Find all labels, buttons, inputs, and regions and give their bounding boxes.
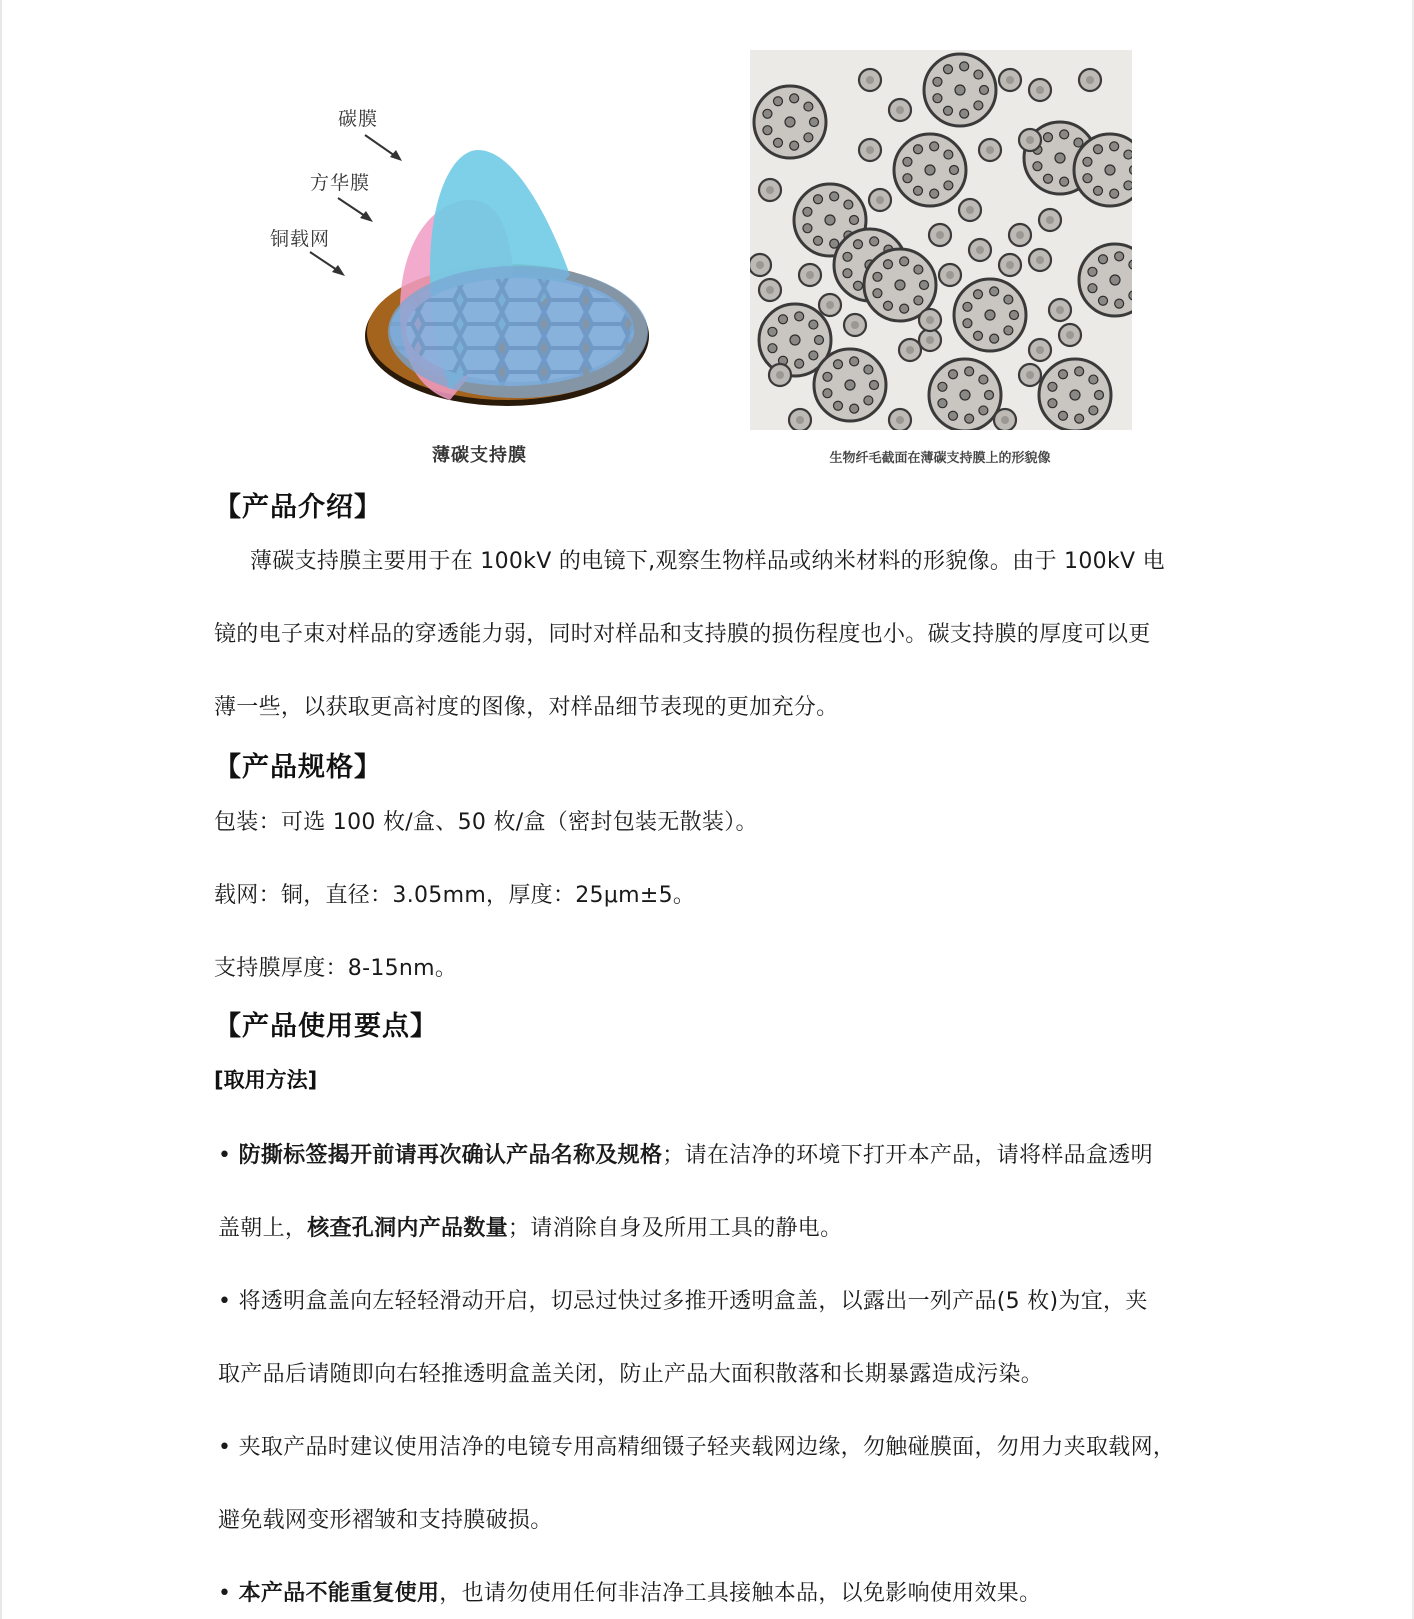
microtubule-doublet bbox=[763, 126, 772, 135]
microtubule-doublet bbox=[803, 224, 812, 233]
microtubule-doublet bbox=[1115, 299, 1124, 308]
usage-heading: 【产品使用要点】 bbox=[214, 1011, 438, 1042]
central-pair bbox=[985, 310, 995, 320]
usage-item-3-text: 夹取产品时建议使用洁净的电镜专用高精细镊子轻夹载网边缘，勿触碰膜面，勿用力夹取载网， bbox=[238, 1435, 1176, 1460]
small-fiber-core bbox=[926, 336, 934, 344]
usage-item-1-line-2 bbox=[218, 1211, 842, 1242]
arrow-formvar-film bbox=[338, 198, 373, 222]
usage-item-4 bbox=[218, 1576, 1041, 1607]
small-fiber-core bbox=[756, 261, 764, 269]
small-fiber-core bbox=[986, 146, 994, 154]
small-fiber-core bbox=[896, 416, 904, 424]
microtubule-doublet bbox=[809, 351, 818, 360]
microtubule-doublet bbox=[873, 289, 882, 298]
small-fiber-core bbox=[1036, 346, 1044, 354]
cilia-micrograph bbox=[750, 50, 1132, 430]
small-fiber-core bbox=[936, 231, 944, 239]
usage-item-2-line-2: 取产品后请随即向右轻推透明盒盖关闭，防止产品大面积散落和长期暴露造成污染。 bbox=[218, 1362, 1044, 1387]
microtubule-doublet bbox=[974, 101, 983, 110]
cilium-cross-section bbox=[1074, 134, 1132, 206]
usage-item-1-line2-bold: 核查孔洞内产品数量 bbox=[307, 1216, 508, 1241]
microtubule-doublet bbox=[1124, 150, 1132, 159]
microtubule-doublet bbox=[884, 260, 893, 269]
usage-item-4-text: ，也请勿使用任何非洁净工具接触本品，以免影响使用效果。 bbox=[439, 1581, 1042, 1606]
microtubule-doublet bbox=[864, 365, 873, 374]
arrow-carbon-film bbox=[365, 135, 402, 161]
small-fiber-core bbox=[966, 206, 974, 214]
central-pair bbox=[960, 390, 970, 400]
central-pair bbox=[955, 85, 965, 95]
microtubule-doublet bbox=[1004, 326, 1013, 335]
microtubule-doublet bbox=[979, 406, 988, 415]
microtubule-doublet bbox=[900, 304, 909, 313]
microtubule-doublet bbox=[1099, 296, 1108, 305]
central-pair bbox=[785, 117, 795, 127]
usage-item-3-line-2: 避免载网变形褶皱和支持膜破损。 bbox=[218, 1508, 553, 1533]
microtubule-doublet bbox=[1095, 391, 1104, 400]
micrograph-image bbox=[750, 50, 1132, 430]
microtubule-doublet bbox=[1033, 162, 1042, 171]
microtubule-doublet bbox=[974, 70, 983, 79]
small-fiber-core bbox=[826, 301, 834, 309]
microtubule-doublet bbox=[944, 181, 953, 190]
small-fiber-core bbox=[776, 371, 784, 379]
microtubule-doublet bbox=[1059, 411, 1068, 420]
label-copper-grid: 铜载网 bbox=[270, 228, 331, 250]
microtubule-doublet bbox=[1048, 382, 1057, 391]
intro-line-1: 薄碳支持膜主要用于在 100kV 的电镜下,观察生物样品或纳米材料的形貌像。由于 100kV 电 bbox=[250, 549, 1165, 574]
central-pair bbox=[845, 380, 855, 390]
microtubule-doublet bbox=[768, 344, 777, 353]
intro-line-3: 薄一些，以获取更高衬度的图像，对样品细节表现的更加充分。 bbox=[214, 695, 839, 720]
microtubule-doublet bbox=[1060, 130, 1069, 139]
microtubule-doublet bbox=[864, 396, 873, 405]
microtubule-doublet bbox=[979, 375, 988, 384]
spec-packaging: 包装：可选 100 枚/盒、50 枚/盒（密封包装无散装）。 bbox=[214, 810, 758, 835]
bullet: • bbox=[218, 1435, 232, 1460]
arrow-copper-grid bbox=[310, 252, 345, 276]
microtubule-doublet bbox=[965, 414, 974, 423]
usage-item-2-line-1 bbox=[218, 1284, 1148, 1315]
usage-item-1-bold: 防撕标签揭开前请再次确认产品名称及规格 bbox=[238, 1143, 663, 1168]
label-formvar-film: 方华膜 bbox=[310, 172, 371, 194]
microtubule-doublet bbox=[1088, 267, 1097, 276]
microtubule-doublet bbox=[1059, 370, 1068, 379]
microtubule-doublet bbox=[933, 77, 942, 86]
microtubule-doublet bbox=[810, 118, 819, 127]
microtubule-doublet bbox=[1110, 142, 1119, 151]
microtubule-doublet bbox=[873, 272, 882, 281]
small-fiber-core bbox=[906, 346, 914, 354]
microtubule-doublet bbox=[960, 109, 969, 118]
microtubule-doublet bbox=[790, 141, 799, 150]
microtubule-doublet bbox=[763, 109, 772, 118]
usage-item-3-line-1 bbox=[218, 1430, 1175, 1461]
figure2-caption: 生物纤毛截面在薄碳支持膜上的形貌像 bbox=[829, 451, 1051, 466]
microtubule-doublet bbox=[804, 102, 813, 111]
microtubule-doublet bbox=[914, 265, 923, 274]
microtubule-doublet bbox=[854, 281, 863, 290]
central-pair bbox=[1070, 390, 1080, 400]
microtubule-doublet bbox=[774, 97, 783, 106]
microtubule-doublet bbox=[949, 411, 958, 420]
microtubule-doublet bbox=[803, 207, 812, 216]
microtubule-doublet bbox=[963, 319, 972, 328]
microtubule-doublet bbox=[870, 237, 879, 246]
small-fiber-core bbox=[851, 321, 859, 329]
microtubule-doublet bbox=[790, 94, 799, 103]
support-film-diagram bbox=[250, 60, 680, 470]
figure1-caption: 薄碳支持膜 bbox=[432, 445, 527, 466]
microtubule-doublet bbox=[985, 391, 994, 400]
microtubule-doublet bbox=[903, 174, 912, 183]
small-fiber-core bbox=[1006, 261, 1014, 269]
microtubule-doublet bbox=[850, 216, 859, 225]
small-fiber-core bbox=[1006, 76, 1014, 84]
microtubule-doublet bbox=[823, 389, 832, 398]
microtubule-doublet bbox=[834, 401, 843, 410]
small-fiber-core bbox=[1046, 216, 1054, 224]
central-pair bbox=[790, 335, 800, 345]
microtubule-doublet bbox=[914, 145, 923, 154]
small-fiber-core bbox=[1086, 76, 1094, 84]
microtubule-doublet bbox=[1110, 189, 1119, 198]
label-carbon-film: 碳膜 bbox=[338, 108, 379, 130]
microtubule-doublet bbox=[854, 240, 863, 249]
central-pair bbox=[1110, 275, 1120, 285]
usage-item-2-text: 将透明盒盖向左轻轻滑动开启，切忌过快过多推开透明盒盖，以露出一列产品(5 枚)为宜，夹 bbox=[238, 1289, 1148, 1314]
small-fiber-core bbox=[766, 286, 774, 294]
intro-heading: 【产品介绍】 bbox=[214, 492, 382, 523]
small-fiber-core bbox=[1036, 256, 1044, 264]
small-fiber-core bbox=[796, 416, 804, 424]
bullet: • bbox=[218, 1143, 232, 1168]
usage-item-1-line2-start: 盖朝上， bbox=[218, 1216, 308, 1241]
small-fiber-core bbox=[766, 186, 774, 194]
microtubule-doublet bbox=[974, 331, 983, 340]
page-edge-left bbox=[0, 0, 2, 1619]
microtubule-doublet bbox=[980, 86, 989, 95]
microtubule-doublet bbox=[844, 200, 853, 209]
small-fiber-core bbox=[896, 106, 904, 114]
microtubule-doublet bbox=[930, 189, 939, 198]
microtubule-doublet bbox=[843, 252, 852, 261]
small-fiber-core bbox=[946, 271, 954, 279]
spec-film-thickness: 支持膜厚度：8-15nm。 bbox=[214, 956, 458, 981]
microtubule-doublet bbox=[920, 281, 929, 290]
small-fiber-core bbox=[1036, 86, 1044, 94]
small-fiber-core bbox=[1016, 231, 1024, 239]
microtubule-doublet bbox=[1115, 252, 1124, 261]
microtubule-doublet bbox=[944, 106, 953, 115]
microtubule-doublet bbox=[870, 381, 879, 390]
microtubule-doublet bbox=[1044, 133, 1053, 142]
microtubule-doublet bbox=[1089, 375, 1098, 384]
microtubule-doublet bbox=[949, 370, 958, 379]
microtubule-doublet bbox=[843, 269, 852, 278]
usage-subheading: [取用方法] bbox=[214, 1068, 318, 1092]
microtubule-doublet bbox=[944, 65, 953, 74]
central-pair bbox=[925, 165, 935, 175]
small-fiber-core bbox=[1056, 306, 1064, 314]
microtubule-doublet bbox=[1075, 414, 1084, 423]
microtubule-doublet bbox=[1094, 145, 1103, 154]
microtubule-doublet bbox=[930, 142, 939, 151]
microtubule-doublet bbox=[1083, 157, 1092, 166]
small-fiber-core bbox=[806, 271, 814, 279]
microtubule-doublet bbox=[884, 301, 893, 310]
microtubule-doublet bbox=[830, 192, 839, 201]
bullet: • bbox=[218, 1581, 232, 1606]
microtubule-doublet bbox=[774, 138, 783, 147]
spec-grid: 载网：铜，直径：3.05mm，厚度：25μm±5。 bbox=[214, 883, 696, 908]
small-fiber-core bbox=[1001, 416, 1009, 424]
microtubule-doublet bbox=[990, 334, 999, 343]
small-fiber-core bbox=[866, 76, 874, 84]
central-pair bbox=[1105, 165, 1115, 175]
microtubule-doublet bbox=[779, 315, 788, 324]
microtubule-doublet bbox=[914, 186, 923, 195]
microtubule-doublet bbox=[1075, 367, 1084, 376]
small-fiber-core bbox=[926, 316, 934, 324]
microtubule-doublet bbox=[814, 236, 823, 245]
microtubule-doublet bbox=[795, 359, 804, 368]
microtubule-doublet bbox=[965, 367, 974, 376]
central-pair bbox=[895, 280, 905, 290]
microtubule-doublet bbox=[1083, 174, 1092, 183]
microtubule-doublet bbox=[768, 327, 777, 336]
microtubule-doublet bbox=[834, 360, 843, 369]
microtubule-doublet bbox=[1048, 399, 1057, 408]
microtubule-doublet bbox=[960, 62, 969, 71]
small-fiber-core bbox=[1066, 331, 1074, 339]
microtubule-doublet bbox=[1124, 181, 1132, 190]
microtubule-doublet bbox=[1099, 255, 1108, 264]
microtubule-doublet bbox=[974, 290, 983, 299]
microtubule-doublet bbox=[809, 320, 818, 329]
microtubule-doublet bbox=[814, 195, 823, 204]
microtubule-doublet bbox=[963, 302, 972, 311]
usage-item-1-text: ；请在洁净的环境下打开本产品，请将样品盒透明 bbox=[662, 1143, 1153, 1168]
usage-item-1-line2-rest: ；请消除自身及所用工具的静电。 bbox=[507, 1216, 843, 1241]
microtubule-doublet bbox=[850, 357, 859, 366]
central-pair bbox=[1055, 153, 1065, 163]
microtubule-doublet bbox=[938, 382, 947, 391]
intro-line-2: 镜的电子束对样品的穿透能力弱，同时对样品和支持膜的损伤程度也小。碳支持膜的厚度可以更 bbox=[214, 622, 1151, 647]
microtubule-doublet bbox=[944, 150, 953, 159]
small-fiber-core bbox=[1026, 371, 1034, 379]
specs-heading: 【产品规格】 bbox=[214, 752, 382, 783]
small-fiber-core bbox=[876, 196, 884, 204]
central-pair bbox=[825, 215, 835, 225]
small-fiber-core bbox=[866, 146, 874, 154]
usage-item-1-line-1 bbox=[218, 1138, 1153, 1169]
microtubule-doublet bbox=[1094, 186, 1103, 195]
microtubule-doublet bbox=[933, 94, 942, 103]
film-mesh bbox=[406, 278, 630, 382]
usage-item-4-bold: 本产品不能重复使用 bbox=[238, 1581, 440, 1606]
microtubule-doublet bbox=[1044, 174, 1053, 183]
microtubule-doublet bbox=[850, 404, 859, 413]
microtubule-doublet bbox=[938, 399, 947, 408]
bullet: • bbox=[218, 1289, 232, 1314]
microtubule-doublet bbox=[1004, 295, 1013, 304]
microtubule-doublet bbox=[900, 257, 909, 266]
microtubule-doublet bbox=[823, 372, 832, 381]
microtubule-doublet bbox=[914, 296, 923, 305]
microtubule-doublet bbox=[795, 312, 804, 321]
small-fiber-core bbox=[976, 246, 984, 254]
microtubule-doublet bbox=[815, 336, 824, 345]
small-fiber-core bbox=[1026, 136, 1034, 144]
microtubule-doublet bbox=[1010, 311, 1019, 320]
microtubule-doublet bbox=[1089, 406, 1098, 415]
microtubule-doublet bbox=[990, 287, 999, 296]
microtubule-doublet bbox=[1060, 177, 1069, 186]
microtubule-doublet bbox=[1088, 284, 1097, 293]
microtubule-doublet bbox=[950, 166, 959, 175]
microtubule-doublet bbox=[903, 157, 912, 166]
microtubule-doublet bbox=[804, 133, 813, 142]
